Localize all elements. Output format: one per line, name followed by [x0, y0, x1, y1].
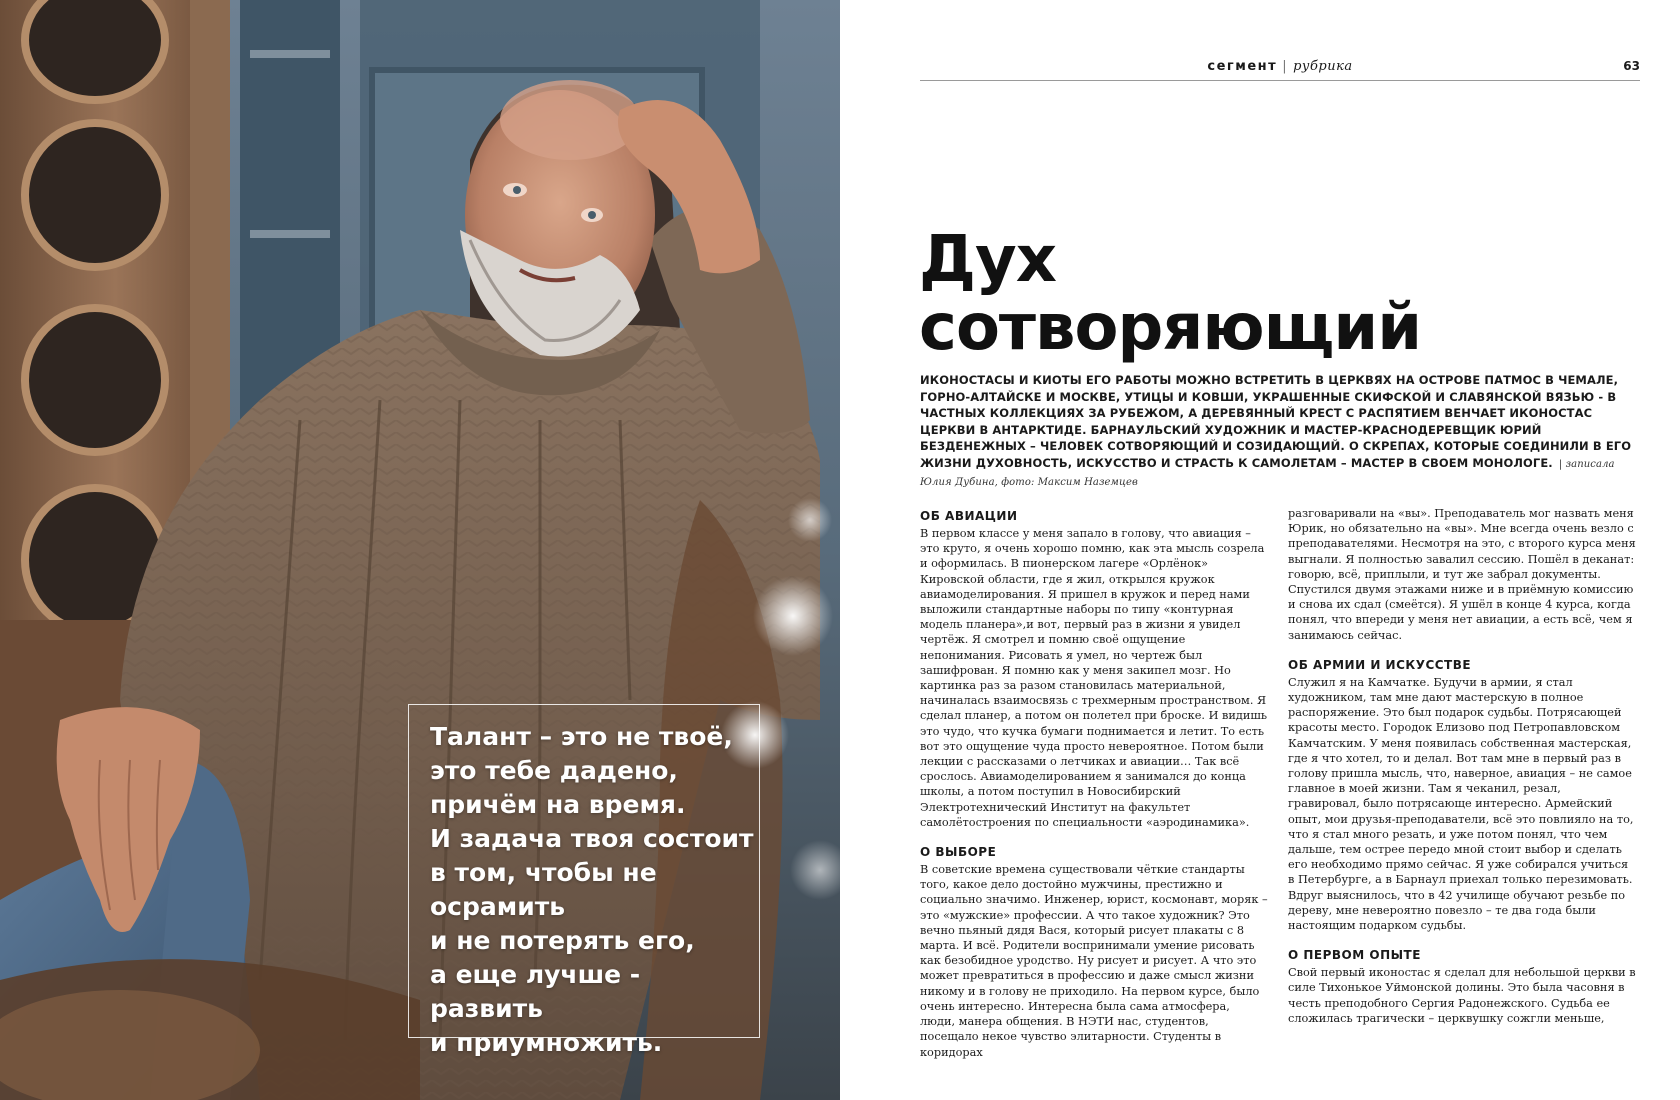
article-headline	[919, 223, 1639, 365]
rubric-name: рубрика	[1293, 59, 1353, 74]
page-number: 63	[1623, 59, 1640, 73]
section-body-army: Служил я на Камчатке. Будучи в армии, я стал художником, там мне дают мастерскую в полное распоряжение. Это был подарок судьбы. Потрясающей красоты место. Городок Елизово под Петропавловском Камчатским. У меня появилась собственная мастерская, где я что хотел, то и делал. Вот там мне в первый раз в голову пришла мысль, что, наверное, авиация – не самое главное в моей жизни. Там я чеканил, резал, гравировал, было потрясающе интересно. Армейский опыт, мои друзья-преподаватели, всё это повлияло на то, что я стал много резать, и уже потом понял, что чем дальше, тем острее передо мной стоит выбор и сделать его необходимо прямо сейчас. Я уже собирался учиться в Петербурге, а в Барнаул приехал только перезимовать. Вдруг выяснилось, что в 42 училище обучают резьбе по дереву, мне невероятно повезло – те два года были настоящим подарком судьбы.	[1288, 675, 1634, 933]
running-head-separator: |	[1282, 59, 1289, 74]
section-body-first-experience: Свой первый иконостас я сделал для небольшой церкви в силе Тихонькое Уймонской долины. Это была часовня в честь преподобного Сергия Радонежского. Судьба ее сложилась трагически – церквушку сожгли меньше,	[1288, 966, 1636, 1025]
running-head	[920, 56, 1640, 81]
section-heading-aviation: ОБ АВИАЦИИ	[920, 509, 1018, 523]
section-body-choice-continued: разговаривали на «вы». Преподаватель мог назвать меня Юрик, но обязательно на «вы». Мне всегда очень везло с преподавателями. Несмотря на это, с второго курса меня выгнали. Я полностью завалил сессию. Пошёл в деканат: говорю, всё, приплыли, и тут же забрал документы. Спустился двумя этажами ниже и в приёмную комиссию и снова их сдал (смеётся). Я ушёл в конце 4 курса, когда понял, что впереди у меня нет авиации, а есть всё, чем я занимаюсь сейчас.	[1288, 507, 1636, 642]
lead-text: ИКОНОСТАСЫ И КИОТЫ ЕГО РАБОТЫ МОЖНО ВСТРЕТИТЬ В ЦЕРКВЯХ НА ОСТРОВЕ ПАТМОС В ЧЕМАЛЕ, ГОРНО-АЛТАЙСКЕ И МОСКВЕ, УТИЦЫ И КОВШИ, УКРАШЕННЫЕ СКИФСКОЙ И СЛАВЯНСКОЙ ВЯЗЬЮ - В ЧАСТНЫХ КОЛЛЕКЦИЯХ ЗА РУБЕЖОМ, А ДЕРЕВЯННЫЙ КРЕСТ С РАСПЯТИЕМ ВЕНЧАЕТ ИКОНОСТАС ЦЕРКВИ В АНТАРКТИДЕ. БАРНАУЛЬСКИЙ ХУДОЖНИК И МАСТЕР-КРАСНОДЕРЕВЩИК ЮРИЙ БЕЗДЕНЕЖНЫХ – ЧЕЛОВЕК СОТВОРЯЮЩИЙ И СОЗИДАЮЩИЙ. О СКРЕПАХ, КОТОРЫЕ СОЕДИНИЛИ В ЕГО ЖИЗНИ ДУХОВНОСТЬ, ИСКУССТВО И СТРАСТЬ К САМОЛЕТАМ – МАСТЕР В СВОЕМ МОНОЛОГЕ.	[920, 373, 1632, 470]
running-head-title	[920, 59, 1640, 74]
article-lead	[920, 372, 1640, 492]
article-page	[840, 0, 1680, 1100]
text-column-2	[1288, 506, 1636, 1040]
text-column-1	[920, 508, 1268, 1074]
section-name: сегмент	[1207, 59, 1278, 74]
headline-line-2: сотворяющий	[919, 291, 1422, 365]
pull-quote: Талант – это не твоё, это тебе дадено, причём на время. И задача твоя состоит в том, чтобы не осрамить и не потерять его, а еще лучше - развить и приумножить.	[430, 722, 754, 1057]
section-heading-choice: О ВЫБОРЕ	[920, 845, 997, 860]
author-credit: | записала Юлия Дубина, фото: Максим Наземцев	[920, 458, 1615, 488]
section-body-choice: В советские времена существовали чёткие стандарты того, какое дело достойно мужчины, престижно и социально значимо. Инженер, юрист, космонавт, моряк – это «мужские» профессии. А что такое художник? Это вечно пьяный дядя Вася, который рисует плакаты с 8 марта. И всё. Родители воспринимали умение рисовать как безобидное уродство. Ну рисует и рисует. А что это может превратиться в профессию и даже смысл жизни никому и в голову не приходило. На первом курсе, было очень интересно. Интересна была сама атмосфера, люди, манера общения. В НЭТИ нас, студентов, посещало некое чувство элитарности. Студенты в коридорах	[920, 863, 1268, 1059]
section-heading-first-experience: О ПЕРВОМ ОПЫТЕ	[1288, 948, 1421, 963]
headline-line-1: Дух	[919, 223, 1056, 297]
section-body-aviation: В первом классе у меня запало в голову, что авиация – это круто, я очень хорошо помню, как эта мысль созрела и оформилась. В пионерском лагере «Орлёнок» Кировской области, где я жил, открылся кружок авиамоделирования. Я пришел в кружок и перед нами выложили стандартные наборы по типу «контурная модель планера»,и вот, первый раз в жизни я увидел чертёж. Я смотрел и помню своё ощущение непонимания. Рисовать я умел, но чертеж был зашифрован. Я помню как у меня закипел мозг. Но картинка раз за разом становилась материальной, начиналась взаимосвязь с трехмерным пространством. Я сделал планер, а потом он полетел при броске. И видишь это чудо, что кучка бумаги поднимается и летит. То есть вот это ощущение чуда просто невероятное. Потом были лекции с рассказами о летчиках и авиации… Так всё срослось. Авиамоделированием я занимался до конца школы, а потом поступил в Новосибирский Электротехнический Институт на факультет самолётостроения по специальности «аэродинамика».	[920, 527, 1268, 829]
section-heading-army: ОБ АРМИИ И ИСКУССТВЕ	[1288, 657, 1472, 672]
